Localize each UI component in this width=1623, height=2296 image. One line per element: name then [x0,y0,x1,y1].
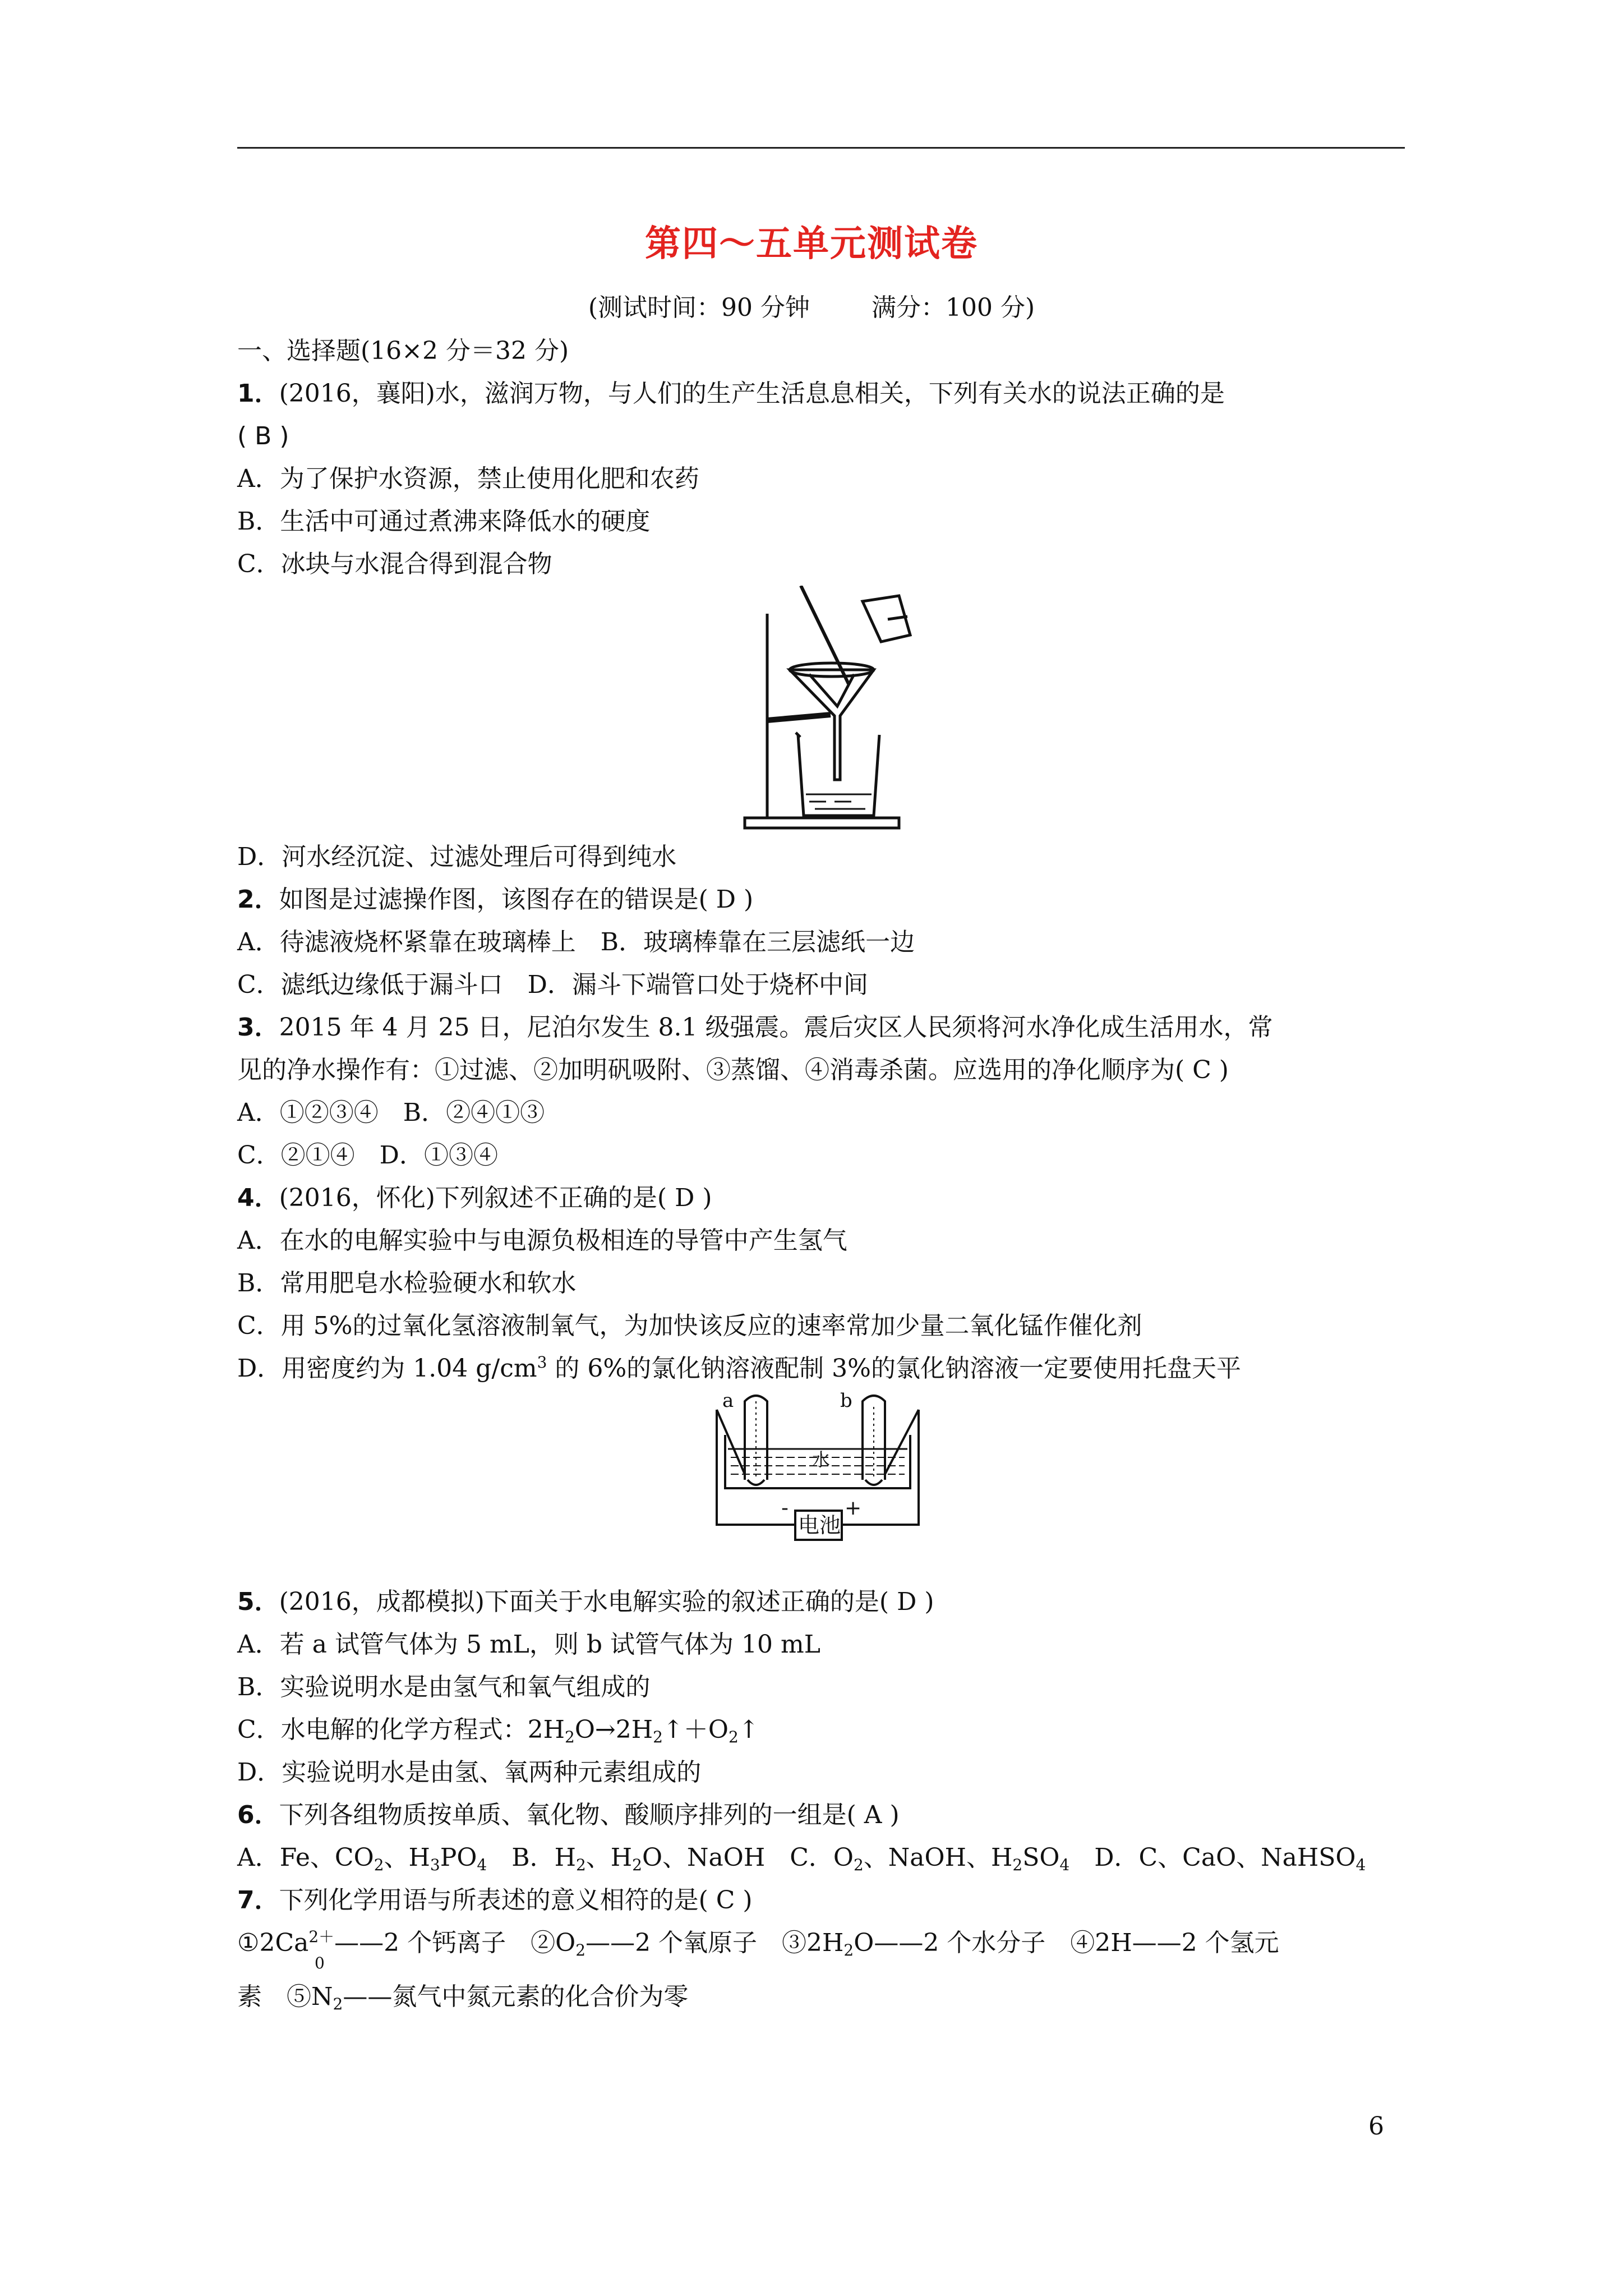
question-1-option-d: D．河水经沉淀、过滤处理后可得到纯水 [237,843,677,871]
question-3-options-cd: C．②①④ D．①③④ [237,1141,498,1170]
test-time: (测试时间：90 分钟 [588,293,810,322]
question-1-option-b: B．生活中可通过煮沸来降低水的硬度 [237,507,651,536]
question-6-options: A．Fe、$CO_2$、$H_3PO_4$ B．$H_2$、$H_2O$、NaOH C．$O_2$、NaOH、$H_2SO_4$ D．C、CaO、NaHSO$_4$ [237,1843,1366,1874]
question-3-options-ab: A．①②③④ B．②④①③ [237,1098,545,1127]
test-info [0,287,1623,323]
question-2: 2．如图是过滤操作图，该图存在的错误是( D ) [237,885,754,914]
battery-plus-label: + [845,1497,862,1520]
question-5-option-d: D．实验说明水是由氢、氧两种元素组成的 [237,1758,702,1787]
question-3-line-2: 见的净水操作有：①过滤、②加明矾吸附、③蒸馏、④消毒杀菌。应选用的净化顺序为( C ) [237,1056,1229,1084]
question-list [237,330,1415,2018]
question-1: 1．(2016，襄阳)水，滋润万物，与人们的生产生活息息相关，下列有关水的说法正确的是 [237,379,1225,408]
page-number: 6 [1368,2112,1384,2141]
header-rule [237,147,1405,149]
question-7-line-2: 素 ⑤ 0 $N_2——$氮气中氮元素的化合价为零 [237,1954,689,2013]
question-4: 4．(2016，怀化)下列叙述不正确的是( D ) [237,1184,712,1212]
question-1-option-c: C．冰块与水混合得到混合物 [237,550,552,578]
water-label: 水 [812,1449,831,1470]
tube-a-label: a [722,1390,734,1412]
battery-label: 电池 [798,1513,841,1538]
question-2-options-ab: A．待滤液烧杯紧靠在玻璃棒上 B．玻璃棒靠在三层滤纸一边 [237,928,915,956]
battery-minus-label: - [781,1497,789,1520]
question-5-option-c: C．水电解的化学方程式：$2H_2O\to 2H_2↑+O_2↑$ [237,1715,759,1746]
page-title: 第四～五单元测试卷 [645,223,978,265]
tube-b-label: b [840,1390,852,1412]
question-5-option-a: A．若 a 试管气体为 5 mL，则 b 试管气体为 10 mL [237,1630,820,1659]
question-4-option-c: C．用 5%的过氧化氢溶液制氧气，为加快该反应的速率常加少量二氧化锰作催化剂 [237,1312,1142,1340]
question-5: 5．(2016，成都模拟)下面关于水电解实验的叙述正确的是( D ) [237,1588,934,1616]
question-6: 6．下列各组物质按单质、氧化物、酸顺序排列的一组是( A ) [237,1801,900,1829]
section-heading: 一、选择题(16×2 分＝32 分) [237,337,569,365]
test-score: 满分：100 分) [872,293,1035,322]
question-2-options-cd: C．滤纸边缘低于漏斗口 D．漏斗下端管口处于烧杯中间 [237,970,868,999]
question-4-option-d: D．用密度约为 1.04 $g/cm^3$ 的 6%的氯化钠溶液配制 3%的氯化钠溶液一定要使用托盘天平 [237,1353,1241,1383]
question-3: 3．2015 年 4 月 25 日，尼泊尔发生 8.1 级强震。震后灾区人民须将河水净化成生活用水，常 [237,1013,1273,1042]
question-4-option-a: A．在水的电解实验中与电源负极相连的导管中产生氢气 [237,1226,847,1255]
electrolysis-apparatus-figure [237,1390,1415,1581]
question-5-option-b: B．实验说明水是由氢气和氧气组成的 [237,1673,651,1701]
question-7: 7．下列化学用语与所表述的意义相符的是( C ) [237,1886,753,1915]
question-4-option-b: B．常用肥皂水检验硬水和软水 [237,1269,577,1297]
question-7-line-1: $①2Ca^{2+}——2$ 个钙离子 $②O_2——2$ 个氧原子 $③2H_2O——2$ 个水分子 ④2H——2 个氢元 [237,1927,1279,1959]
filtration-apparatus-figure [237,586,1415,836]
question-1-option-a: A．为了保护水资源，禁止使用化肥和农药 [237,464,699,493]
question-1-answer: ( B ) [237,422,289,450]
